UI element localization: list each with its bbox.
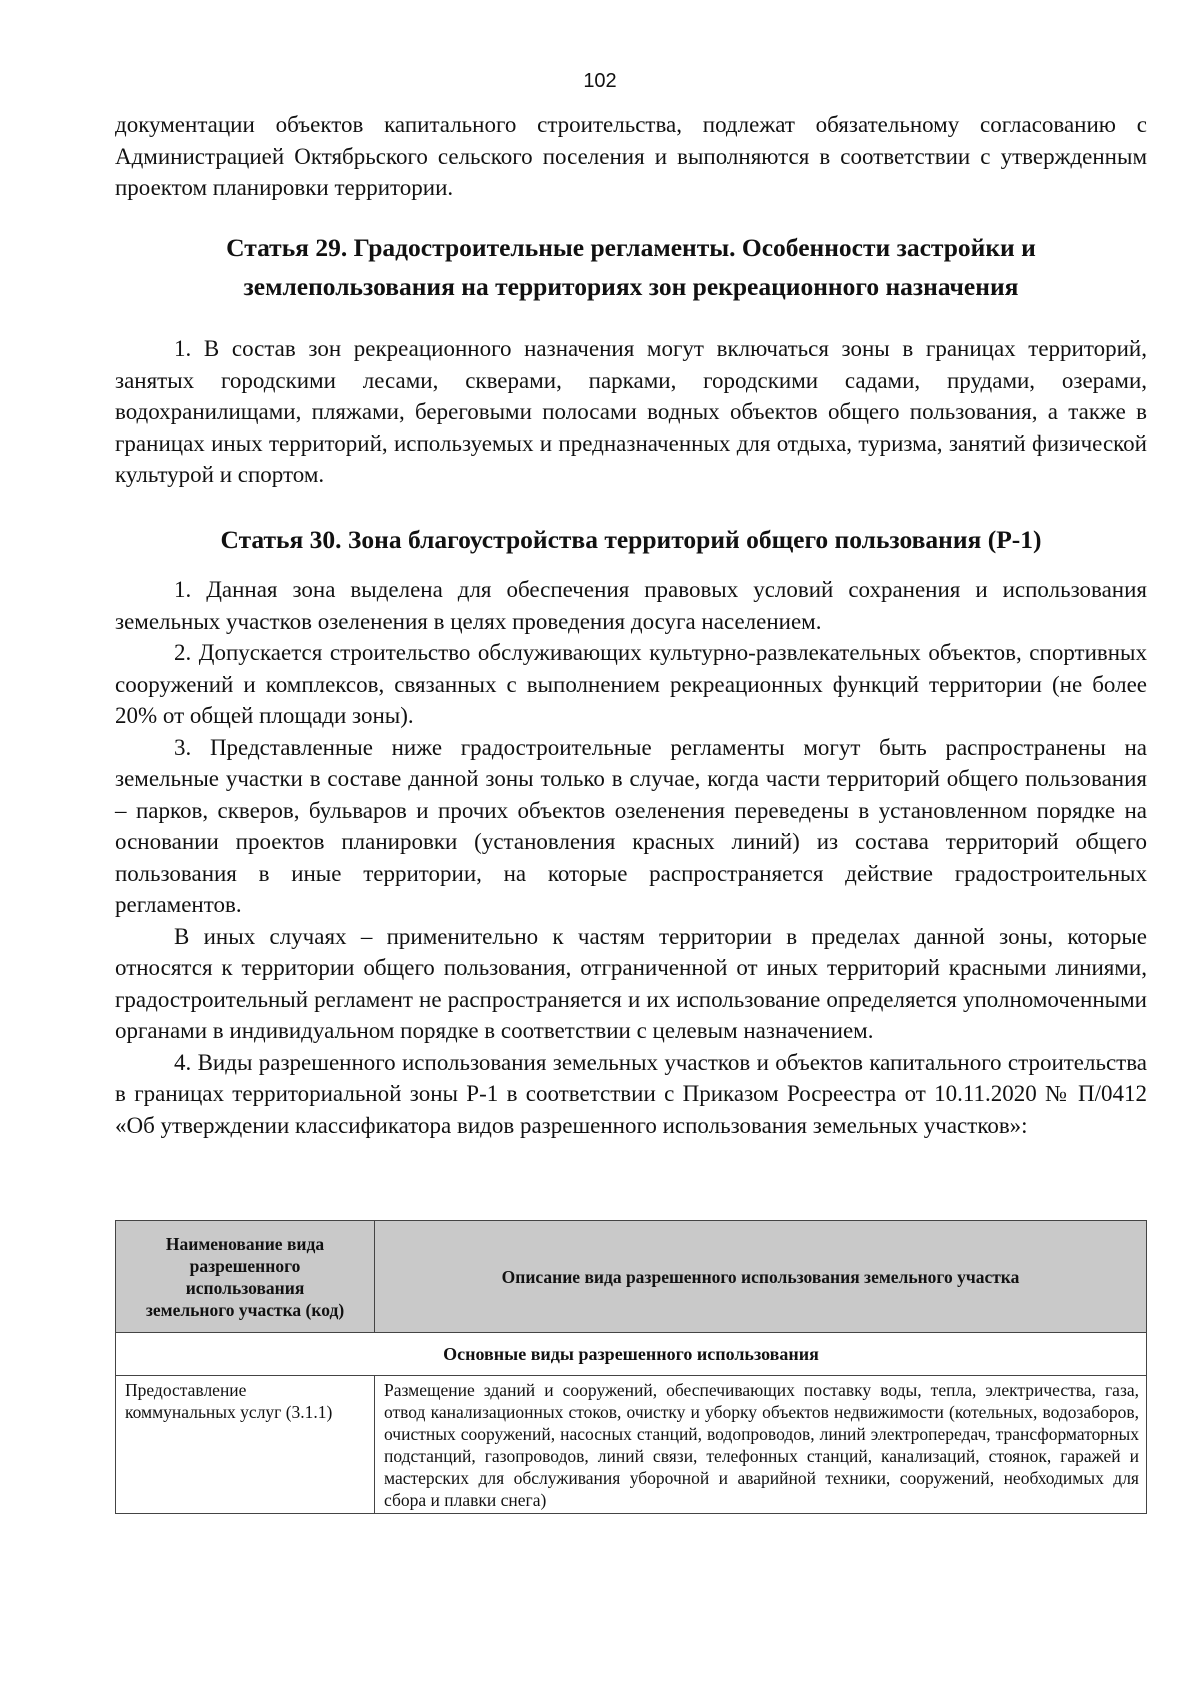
land-use-table xyxy=(115,1220,1147,1514)
article-30-paragraph-3: 3. Представленные ниже градостроительные регламенты могут быть распространены на земельные участки в составе данной зоны только в случае, когда части территорий общего пользования – парков, скверов, бульваров и прочих объектов озеленения переведены в установленном порядке на основании проектов планировки (установления красных линий) из состава территорий общего пользования в иные территории, на которые распространяется действие градостроительных регламентов. xyxy=(115,734,1147,917)
section-title-cell: Основные виды разрешенного использования xyxy=(116,1333,1147,1376)
land-use-table-wrapper xyxy=(115,1220,1147,1514)
article-30-heading xyxy=(115,520,1147,559)
page-number: 102 xyxy=(583,70,617,92)
article-30-paragraph-1: 1. Данная зона выделена для обеспечения правовых условий сохранения и использования земельных участков озеленения в целях проведения досуга населением. xyxy=(115,577,1147,634)
intro-block xyxy=(115,109,1147,204)
table-section-row xyxy=(116,1333,1147,1376)
header-description-column: Описание вида разрешенного использования земельного участка xyxy=(375,1221,1147,1333)
intro-paragraph: документации объектов капитального строительства, подлежат обязательному согласованию с Администрацией Октябрьского сельского поселения и выполняются в соответствии с утвержденным проектом планировки территории. xyxy=(115,112,1147,200)
article-29-title-line-2: землепользования на территориях зон рекреационного назначения xyxy=(243,272,1019,301)
table-row xyxy=(116,1376,1147,1514)
article-30-paragraph-5: 4. Виды разрешенного использования земельных участков и объектов капитального строительства в границах территориальной зоны Р-1 в соответствии с Приказом Росреестра от 10.11.2020 № П/0412 «Об утверждении классификатора видов разрешенного использования земельных участков»: xyxy=(115,1049,1147,1138)
table-header-row xyxy=(116,1221,1147,1333)
article-30-paragraph-2: 2. Допускается строительство обслуживающих культурно-развлекательных объектов, спортивных сооружений и комплексов, связанных с выполнением рекреационных функций территории (не более 20% от общей площади зоны). xyxy=(115,640,1147,728)
use-name-cell: Предоставление коммунальных услуг (3.1.1) xyxy=(116,1376,375,1514)
article-30-body xyxy=(115,574,1147,1141)
article-29-title-line-1: Статья 29. Градостроительные регламенты. Особенности застройки и xyxy=(226,233,1036,262)
article-30-title: Статья 30. Зона благоустройства территорий общего пользования (Р-1) xyxy=(220,525,1042,554)
article-30-paragraph-4: В иных случаях – применительно к частям территории в пределах данной зоны, которые относятся к территории общего пользования, отграниченной от иных территорий красными линиями, градостроительный регламент не распространяется и их использование определяется уполномоченными органами в индивидуальном порядке в соответствии с целевым назначением. xyxy=(115,923,1147,1043)
header-name-column: Наименование вида разрешенного использования земельного участка (код) xyxy=(116,1221,375,1333)
article-29-heading xyxy=(115,228,1147,306)
article-29-paragraph-1: 1. В состав зон рекреационного назначения могут включаться зоны в границах территорий, занятых городскими лесами, скверами, парками, городскими садами, прудами, озерами, водохранилищами, пляжами, береговыми полосами водных объектов общего пользования, а также в границах иных территорий, используемых и предназначенных для отдыха, туризма, занятий физической культурой и спортом. xyxy=(115,336,1147,487)
use-description-cell: Размещение зданий и сооружений, обеспечивающих поставку воды, тепла, электричества, газа, отвод канализационных стоков, очистку и уборку объектов недвижимости (котельных, водозаборов, очистных сооружений, насосных станций, водопроводов, линий электропередач, трансформаторных подстанций, газопроводов, линий связи, телефонных станций, канализаций, стоянок, гаражей и мастерских для обслуживания уборочной и аварийной техники, сооружений, необходимых для сбора и плавки снега) xyxy=(375,1376,1147,1514)
article-29-body xyxy=(115,333,1147,491)
